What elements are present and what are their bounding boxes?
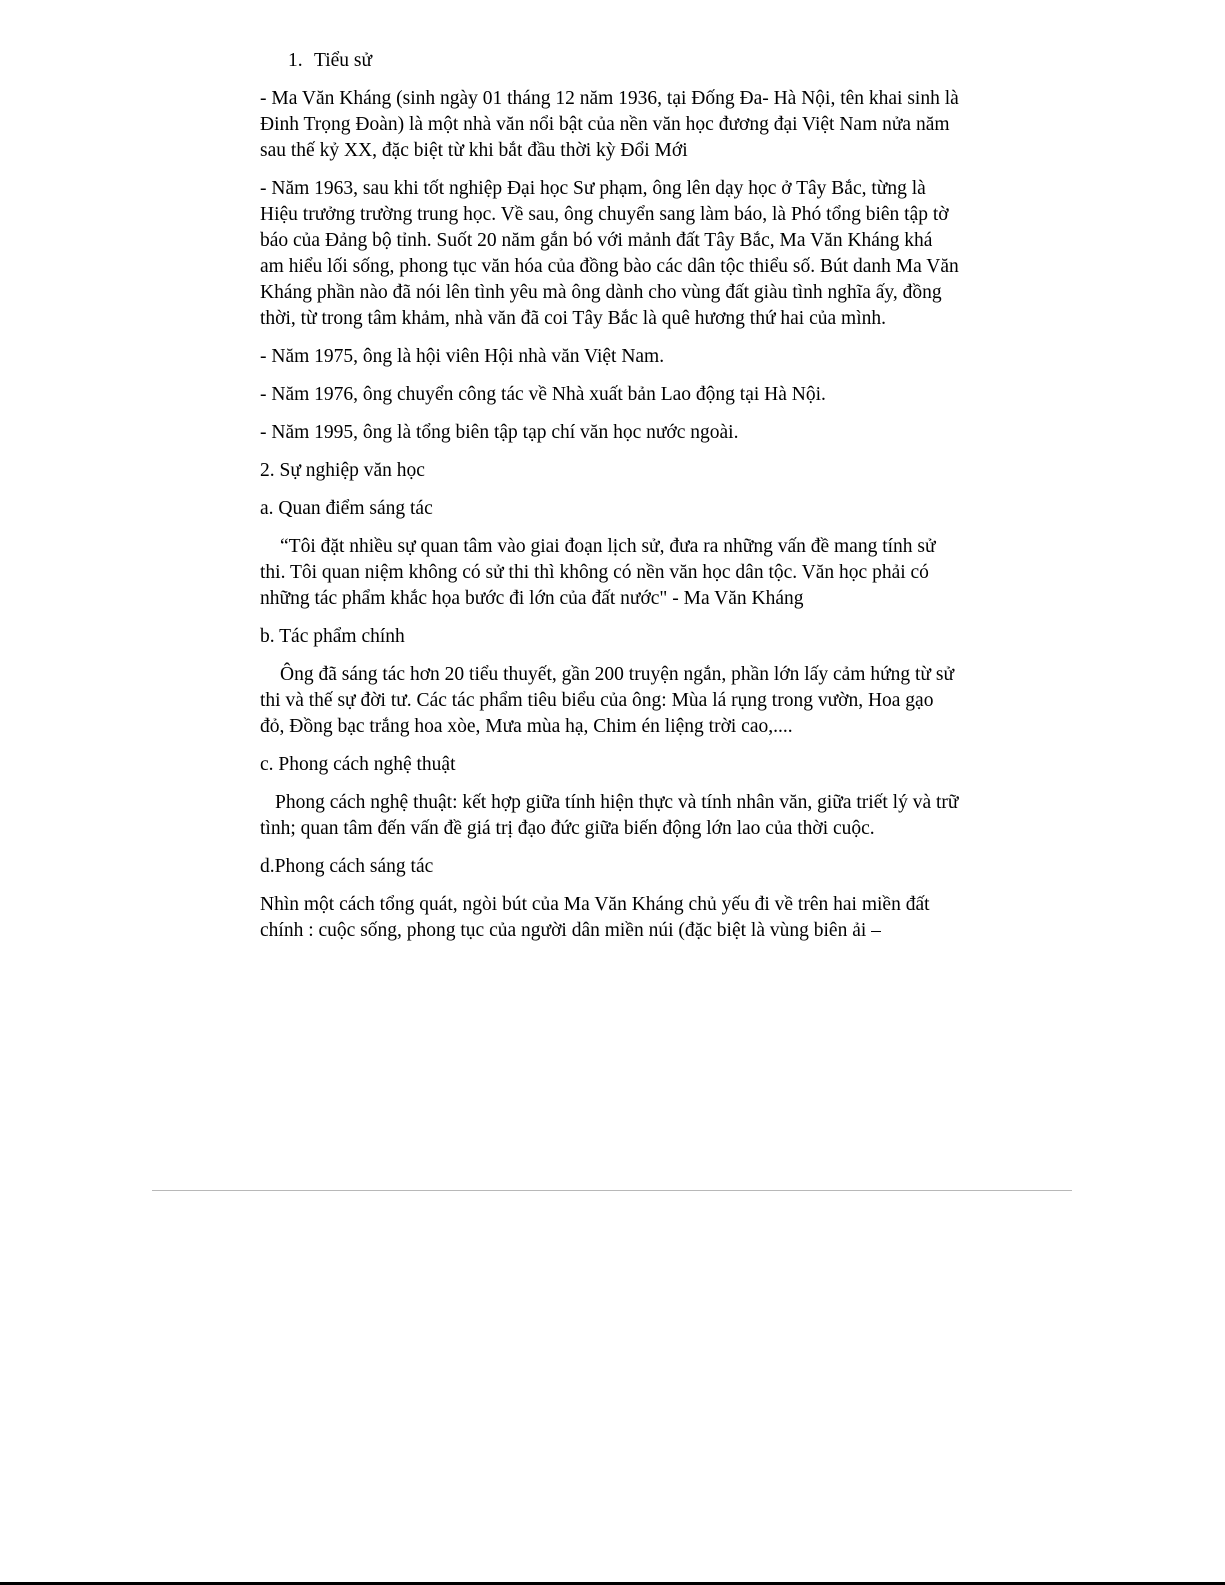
section-heading-literary-career: 2. Sự nghiệp văn học <box>260 460 425 481</box>
bio-paragraph-1975: - Năm 1975, ông là hội viên Hội nhà văn Việt Nam. <box>260 346 665 367</box>
bio-paragraph-career: - Năm 1963, sau khi tốt nghiệp Đại học Sư phạm, ông lên dạy học ở Tây Bắc, từng là Hiệu trưởng trường trung học. Về sau, ông chuyển sang làm báo, là Phó tổng biên tập tờ báo của Đảng bộ tỉnh. Suốt 20 năm gắn bó với mảnh đất Tây Bắc, Ma Văn Kháng khá am hiểu lối sống, phong tục văn hóa của đồng bào các dân tộc thiểu số. Bút danh Ma Văn Kháng phần nào đã nói lên tình yêu mà ông dành cho vùng đất giàu tình nghĩa ấy, đồng thời, từ trong tâm khảm, nhà văn đã coi Tây Bắc là quê hương thứ hai của mình. <box>260 178 959 329</box>
section-title: Tiểu sử <box>314 50 373 71</box>
subsection-body-d: Nhìn một cách tổng quát, ngòi bút của Ma Văn Kháng chủ yếu đi về trên hai miền đất chính : cuộc sống, phong tục của người dân miền núi (đặc biệt là vùng biên ải – <box>260 894 930 941</box>
bio-paragraph-1976: - Năm 1976, ông chuyển công tác về Nhà xuất bản Lao động tại Hà Nội. <box>260 384 826 405</box>
document-body <box>260 48 960 956</box>
subsection-heading-b: b. Tác phẩm chính <box>260 626 405 647</box>
subsection-body-a: “Tôi đặt nhiều sự quan tâm vào giai đoạn lịch sử, đưa ra những vấn đề mang tính sử thi. Tôi quan niệm không có sử thi thì không có nền văn học dân tộc. Văn học phải có những tác phẩm khắc họa bước đi lớn của đất nước" - Ma Văn Kháng <box>260 536 936 609</box>
subsection-heading-a: a. Quan điểm sáng tác <box>260 498 433 519</box>
bio-paragraph-1995: - Năm 1995, ông là tổng biên tập tạp chí văn học nước ngoài. <box>260 422 739 443</box>
section-heading-biography <box>288 48 960 74</box>
subsection-body-b: Ông đã sáng tác hơn 20 tiểu thuyết, gần 200 truyện ngắn, phần lớn lấy cảm hứng từ sử thi và thế sự đời tư. Các tác phẩm tiêu biểu của ông: Mùa lá rụng trong vườn, Hoa gạo đỏ, Đồng bạc trắng hoa xòe, Mưa mùa hạ, Chim én liệng trời cao,.... <box>260 664 955 737</box>
page-divider <box>152 1190 1072 1191</box>
bio-paragraph-birth: - Ma Văn Kháng (sinh ngày 01 tháng 12 năm 1936, tại Đống Đa- Hà Nội, tên khai sinh là Đinh Trọng Đoàn) là một nhà văn nổi bật của nền văn học đương đại Việt Nam nửa năm sau thế kỷ XX, đặc biệt từ khi bắt đầu thời kỳ Đổi Mới <box>260 88 959 161</box>
subsection-body-c: Phong cách nghệ thuật: kết hợp giữa tính hiện thực và tính nhân văn, giữa triết lý và trữ tình; quan tâm đến vấn đề giá trị đạo đức giữa biến động lớn lao của thời cuộc. <box>260 792 959 839</box>
section-number: 1. <box>288 50 303 71</box>
subsection-heading-c: c. Phong cách nghệ thuật <box>260 754 456 775</box>
subsection-heading-d: d.Phong cách sáng tác <box>260 856 434 877</box>
